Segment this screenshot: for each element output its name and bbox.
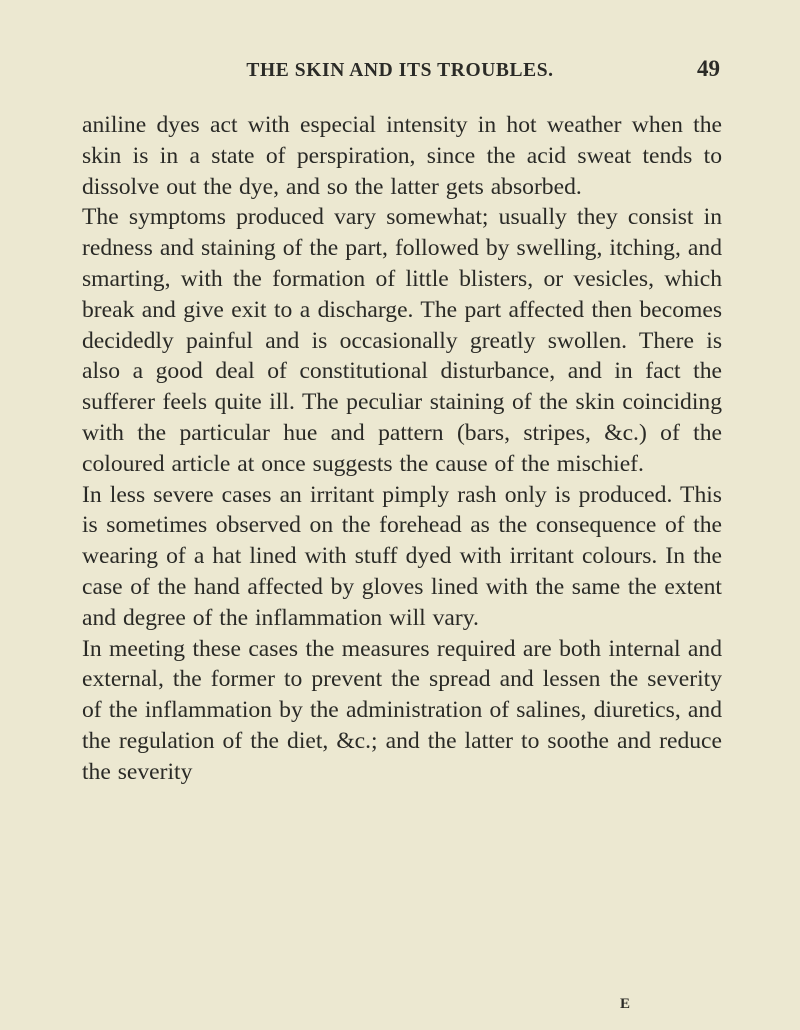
signature-mark: E: [620, 996, 632, 1012]
running-header: [80, 56, 720, 92]
page-number: 49: [697, 56, 720, 81]
paragraph-1: aniline dyes act with especial intensity in hot weather when the skin is in a state of perspiration, since the acid sweat tends to dissolve out the dye, and so the latter gets absorbed.: [82, 112, 722, 200]
paragraph-2: The symptoms produced vary somewhat; usually they consist in redness and staining of the part, followed by swelling, itching, and smarting, with the formation of little blisters, or vesicles, which break and give exit to a discharge. The part affected then becomes decidedly painful and is occasionally greatly swollen. There is also a good deal of constitutional disturbance, and in fact the sufferer feels quite ill. The peculiar staining of the skin coinciding with the particular hue and pattern (bars, stripes, &c.) of the coloured article at once suggests the cause of the mischief.: [82, 204, 722, 477]
body-text: [82, 110, 722, 788]
paragraph-3: In less severe cases an irritant pimply rash only is produced. This is sometimes observed on the forehead as the consequence of the wearing of a hat lined with stuff dyed with irritant colours. In the case of the hand affected by gloves lined with the same the extent and degree of the inflammation will vary.: [82, 481, 722, 631]
running-title: THE SKIN AND ITS TROUBLES.: [246, 60, 554, 81]
paragraph-4: In meeting these cases the measures required are both internal and external, the former to prevent the spread and lessen the severity of the inflammation by the administration of salines, diuretics, and the regulation of the diet, &c.; and the latter to soothe and reduce the severity: [82, 635, 722, 785]
